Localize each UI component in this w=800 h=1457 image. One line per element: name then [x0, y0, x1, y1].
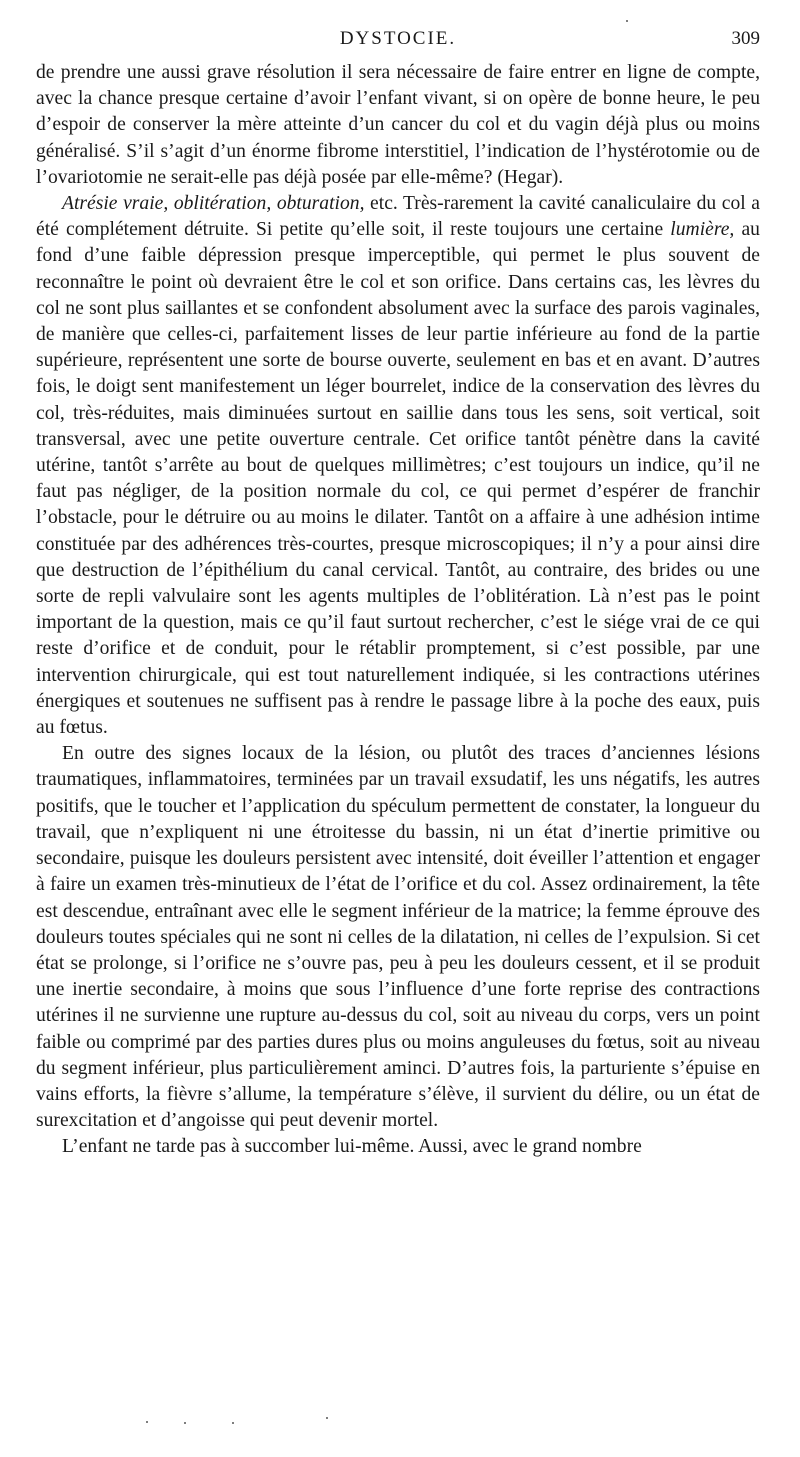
paragraph-atresie [36, 191, 760, 741]
print-speck [626, 20, 628, 22]
italic-word: lumière, [670, 219, 735, 241]
page-header [36, 28, 760, 54]
print-speck [232, 1422, 234, 1424]
page-number: 309 [731, 28, 760, 49]
paragraph-enfant: L’enfant ne tarde pas à succomber lui-même. Aussi, avec le grand nombre [62, 1136, 642, 1158]
body-text [36, 60, 760, 1161]
print-speck [146, 1421, 148, 1423]
running-title: DYSTOCIE. [339, 28, 457, 49]
paragraph-signes: En outre des signes locaux de la lésion, ou plutôt des traces d’anciennes lésions traumatiques, inflammatoires, terminées par un travail exsudatif, les uns négatifs, les autres positifs, que le toucher et l’application du spéculum permettent de constater, la longueur du travail, que n’expliquent ni une étroitesse du bassin, ni un état d’inertie primitive ou secondaire, puisque les douleurs persistent avec intensité, doit éveiller l’attention et engager à faire un examen très-minutieux de l’état de l’orifice et du col. Assez ordinairement, la tête est descendue, entraînant avec elle le segment inférieur de la matrice; la femme éprouve des douleurs toutes spéciales qui ne sont ni celles de la dilatation, ni celles de l’expulsion. Si cet état se prolonge, si l’orifice ne s’ouvre pas, peu à peu les douleurs cessent, et il se produit une inertie secondaire, à moins que sous l’influence d’une forte reprise des contractions utérines il ne survienne une rupture au-dessus du col, soit au niveau du corps, vers un point faible ou comprimé par des parties dures plus ou moins anguleuses du fœtus, soit au niveau du segment inférieur, plus particulièrement aminci. D’autres fois, la parturiente s’épuise en vains efforts, la fièvre s’allume, la température s’élève, il survient du délire, ou un état de surexcitation et d’angoisse qui peut devenir mortel. [36, 743, 760, 1132]
print-speck [184, 1422, 186, 1424]
paragraph-continuation: de prendre une aussi grave résolution il sera nécessaire de faire entrer en ligne de compte, avec la chance presque certaine d’avoir l’enfant vivant, si on opère de bonne heure, le peu d’espoir de conserver la mère atteinte d’un cancer du col et du vagin déjà plus ou moins généralisé. S’il s’agit d’un énorme fibrome interstitiel, l’indication de l’hystérotomie ou de l’ovariotomie ne serait-elle pas déjà posée par elle-même? (Hegar). [36, 62, 760, 188]
paragraph-text-part-1: etc. Très-rarement la cavité canaliculaire du col a été complétement détruite. Si petite qu’elle soit, il reste toujours une certaine [36, 193, 760, 241]
italic-heading: Atrésie vraie, oblitération, obturation, [62, 193, 365, 215]
print-speck [326, 1417, 328, 1419]
paragraph-text-part-2: au fond d’une faible dépression presque imperceptible, qui permet le plus souvent de reconnaître le point où devraient être le col et son orifice. Dans certains cas, les lèvres du col ne sont plus saillantes et se confondent absolument avec la surface des parois vaginales, de manière que celles-ci, parfaitement lisses de leur partie inférieure au fond de la partie supérieure, représentent une sorte de bourse ouverte, seulement en bas et en avant. D’autres fois, le doigt sent manifestement un léger bourrelet, indice de la conservation des lèvres du col, très-réduites, mais diminuées surtout en saillie dans tous les sens, soit vertical, soit transversal, avec une petite ouverture centrale. Cet orifice tantôt pénètre dans la cavité utérine, tantôt s’arrête au bout de quelques millimètres; c’est toujours un indice, qu’il ne faut pas négliger, de la position normale du col, ce qui permet d’espérer de franchir l’obstacle, pour le détruire ou au moins le dilater. Tantôt on a affaire à une adhésion intime constituée par des adhérences très-courtes, presque microscopiques; il n’y a pour ainsi dire que destruction de l’épithélium du canal cervical. Tantôt, au contraire, des brides ou une sorte de repli valvulaire sont les agents multiples de l’oblitération. Là n’est pas le point important de la question, mais ce qu’il faut surtout rechercher, c’est le siége vrai de ce qui reste d’orifice et de conduit, pour le rétablir promptement, si c’est possible, par une intervention chirurgicale, qui est tout naturellement indiquée, si les contractions utérines énergiques et soutenues ne suffisent pas à rendre le passage libre à la poche des eaux, puis au fœtus. [36, 219, 760, 739]
